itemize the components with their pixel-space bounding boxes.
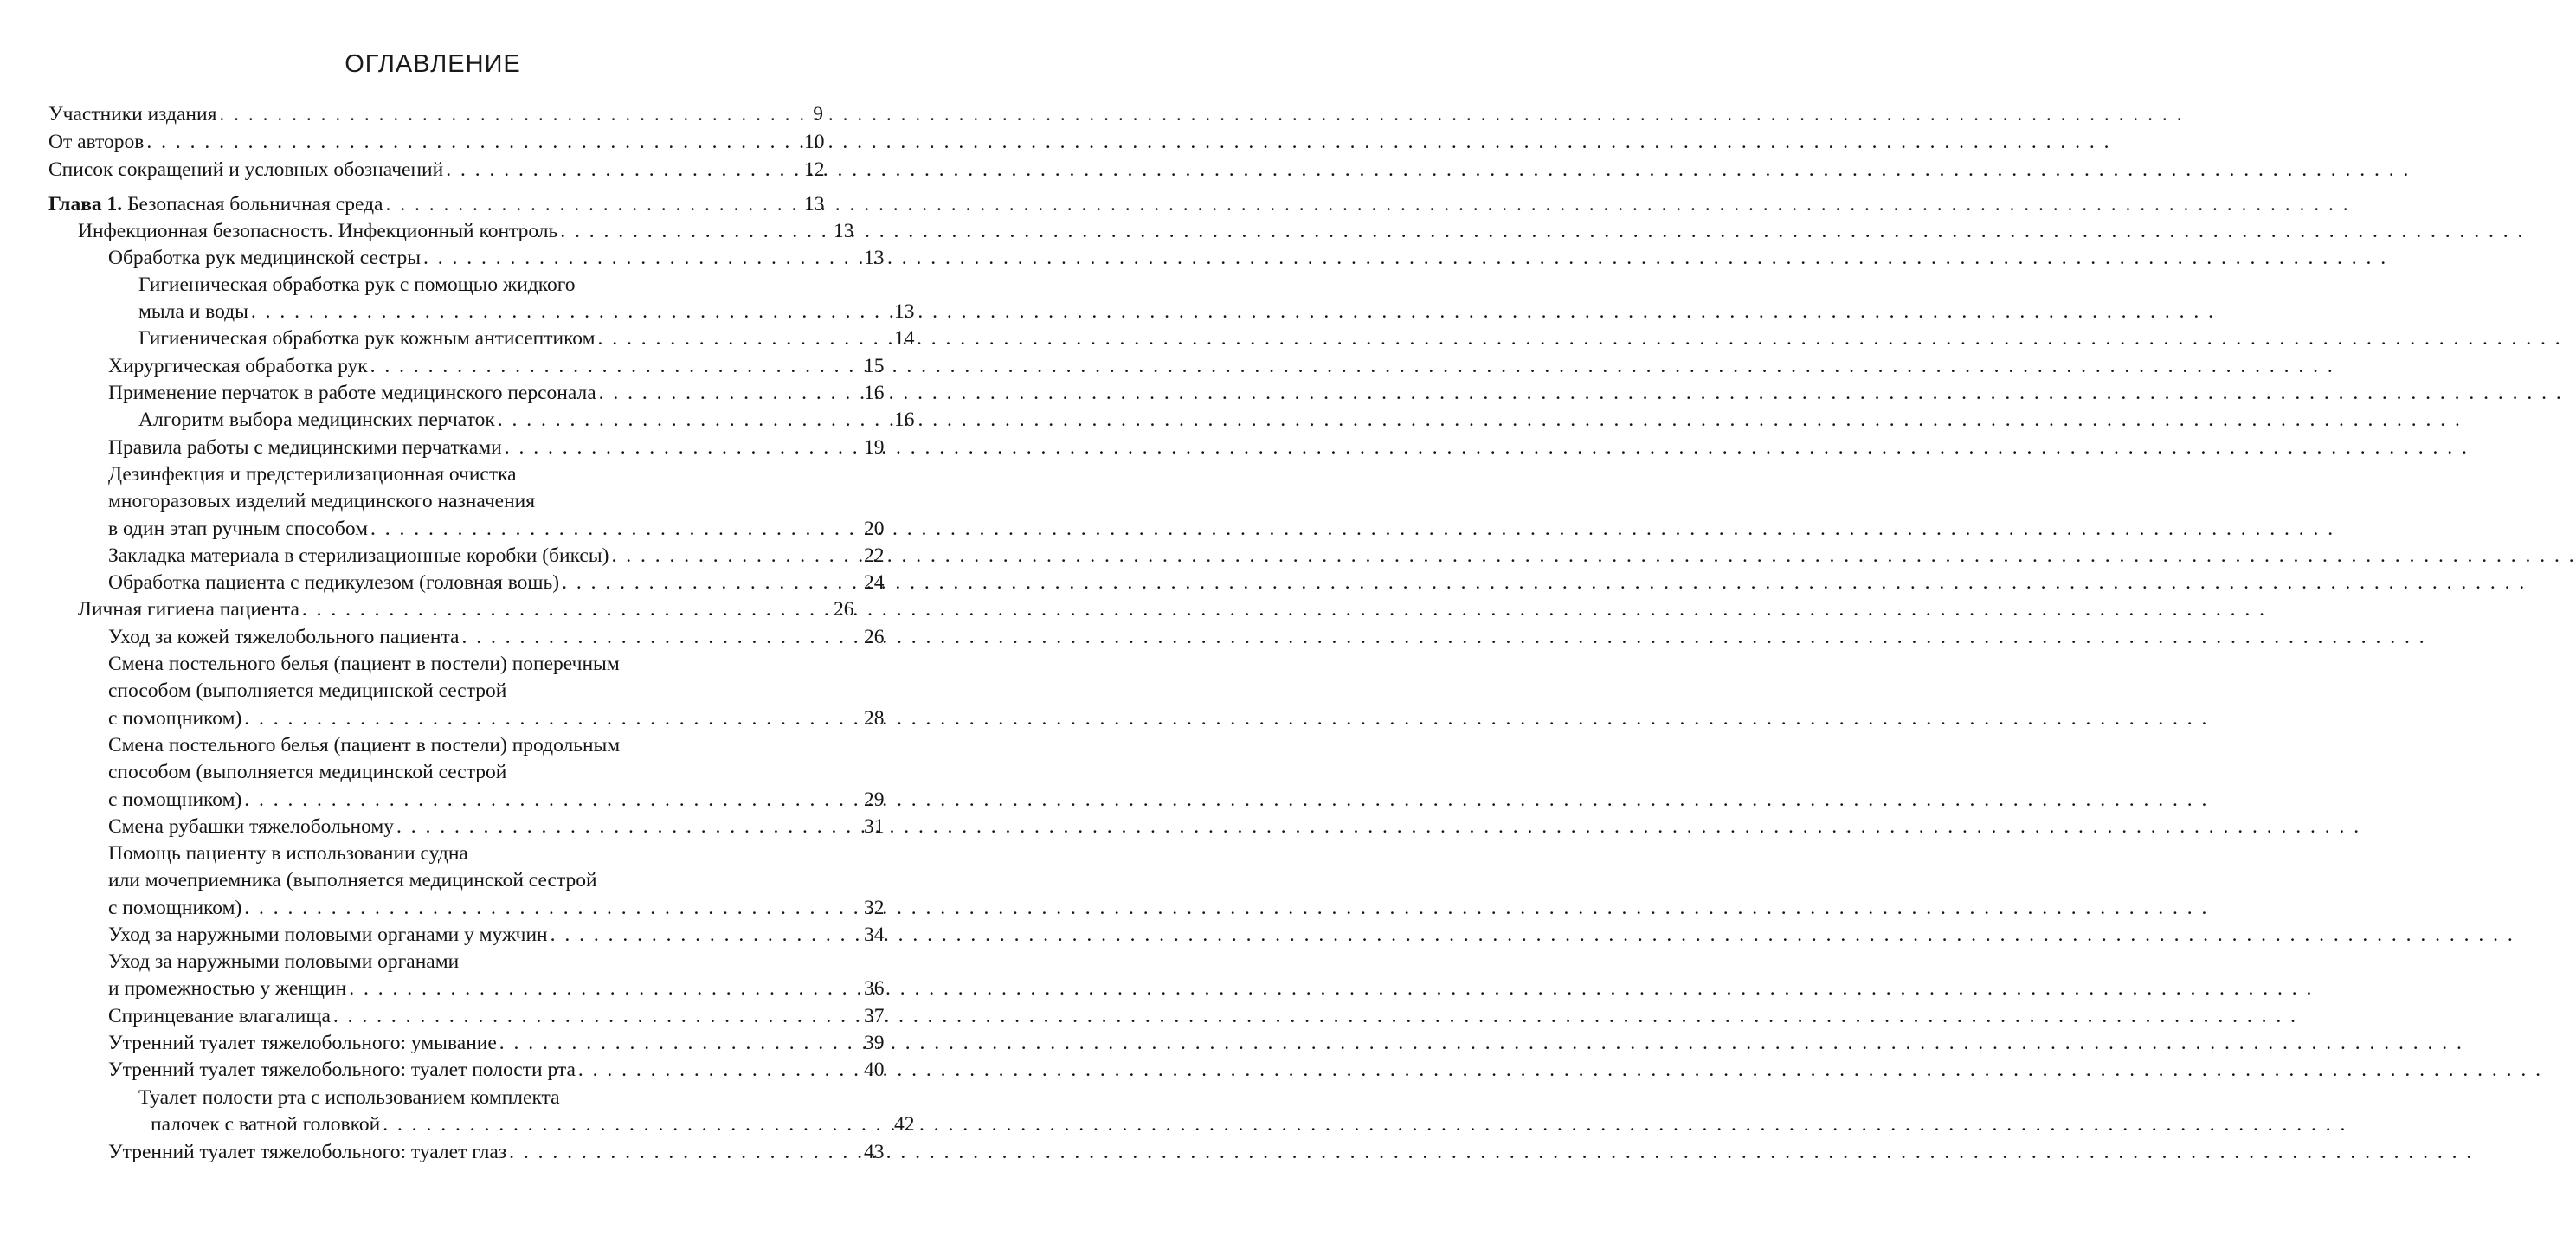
toc-entry-text: с помощником) — [108, 706, 242, 730]
toc-entry-text: Применение перчаток в работе медицинского персонала — [108, 382, 596, 404]
toc-entry[interactable] — [0, 1030, 883, 1057]
dot-leader — [461, 624, 861, 651]
toc-entry-text: Утренний туалет тяжелобольного: туалет глаз — [108, 1141, 507, 1163]
dot-leader — [599, 380, 861, 407]
toc-entry-text: Туалет полости рта с использованием комплекта — [138, 1086, 560, 1109]
toc-entry-text: От авторов — [48, 131, 145, 153]
dot-leader — [578, 1057, 861, 1084]
toc-page-number: 40 — [864, 1059, 885, 1081]
toc-entry-text: Участники издания — [48, 103, 217, 126]
dot-leader — [551, 922, 861, 949]
dot-leader — [370, 516, 861, 543]
dot-leader — [505, 435, 861, 461]
toc-entry[interactable] — [0, 732, 883, 814]
toc-page-number: 14 — [894, 327, 915, 350]
dot-leader — [370, 353, 861, 380]
toc-entry-text: Помощь пациенту в использовании судна — [108, 842, 468, 865]
toc-page-number: 13 — [864, 247, 885, 269]
toc-page-number: 28 — [864, 706, 885, 730]
toc-entry[interactable] — [0, 407, 913, 434]
toc-page-number: 42 — [894, 1113, 915, 1136]
toc-entry-text: или мочеприемника (выполняется медицинской сестрой — [108, 869, 597, 892]
dot-leader — [499, 1030, 861, 1057]
toc-page-number: 26 — [834, 598, 854, 621]
toc-entry[interactable] — [0, 543, 883, 570]
toc-entry[interactable] — [0, 461, 883, 543]
toc-entry-text: палочек с ватной головкой — [151, 1113, 381, 1136]
toc-page-number: 39 — [864, 1032, 885, 1054]
toc-entry-text: Уход за наружными половыми органами у мужчин — [108, 924, 548, 946]
toc-entry-abbreviations[interactable] — [0, 157, 823, 183]
toc-entry[interactable] — [0, 272, 913, 326]
dot-leader — [611, 543, 861, 570]
toc-entry[interactable] — [0, 380, 883, 407]
toc-entry[interactable] — [0, 570, 883, 596]
toc-page-number: 36 — [864, 977, 885, 1001]
dot-leader — [597, 325, 892, 352]
toc-entry-text: Дезинфекция и предстерилизационная очистка — [108, 463, 517, 486]
dot-leader — [146, 129, 802, 156]
toc-entry[interactable] — [0, 1057, 883, 1084]
toc-entry-text: Список сокращений и условных обозначений — [48, 158, 444, 181]
toc-entry[interactable] — [0, 922, 883, 949]
toc-entry[interactable] — [0, 1139, 883, 1166]
toc-page-number: 13 — [894, 300, 915, 324]
dot-leader — [333, 1003, 861, 1030]
toc-chapter-1[interactable] — [0, 191, 823, 218]
toc-entry[interactable] — [0, 624, 883, 651]
toc-page-number: 10 — [804, 131, 825, 153]
toc-entry-text: с помощником) — [108, 896, 242, 919]
toc-page-number: 31 — [864, 815, 885, 838]
toc-page-number: 32 — [864, 896, 885, 919]
toc-page-number: 43 — [864, 1141, 885, 1163]
toc-entry[interactable] — [0, 651, 883, 732]
toc-entry-text: Спринцевание влагалища — [108, 1005, 331, 1027]
toc-entry-from-authors[interactable] — [0, 129, 823, 156]
toc-page-number: 19 — [864, 436, 885, 459]
toc-entry-text: способом (выполняется медицинской сестрой — [108, 761, 507, 784]
toc-entry-text: мыла и воды — [138, 300, 248, 324]
toc-entry-text: Гигиеническая обработка рук кожным антисептиком — [138, 327, 596, 350]
dot-leader — [386, 191, 802, 218]
chapter-title: Безопасная больничная среда — [127, 193, 383, 216]
toc-page-number: 34 — [864, 924, 885, 946]
toc-entry-text: Личная гигиена пациента — [78, 598, 299, 621]
dot-leader — [251, 299, 892, 325]
toc-entry-text: и промежностью у женщин — [108, 977, 347, 1001]
toc-entry-text: с помощником) — [108, 788, 242, 811]
dot-leader — [349, 975, 861, 1002]
dot-leader — [562, 570, 861, 596]
toc-entry[interactable] — [0, 435, 883, 461]
toc-page-number: 9 — [813, 103, 823, 126]
dot-leader — [446, 157, 802, 183]
toc-entry-text: Закладка материала в стерилизационные коробки (биксы) — [108, 544, 609, 567]
toc-page-number: 16 — [864, 382, 885, 404]
toc-entry-text: Обработка рук медицинской сестры — [108, 247, 421, 269]
dot-leader — [302, 596, 831, 623]
toc-entry-text: многоразовых изделий медицинского назначения — [108, 490, 536, 513]
toc-entry-text: Уход за наружными половыми органами — [108, 950, 460, 973]
toc-page — [0, 0, 915, 1236]
toc-page-number: 29 — [864, 788, 885, 811]
toc-page-number: 37 — [864, 1005, 885, 1027]
toc-entry[interactable] — [0, 1003, 883, 1030]
toc-entry[interactable] — [0, 245, 883, 272]
toc-entry-text: Утренний туалет тяжелобольного: умывание — [108, 1032, 497, 1054]
toc-entry[interactable] — [0, 325, 913, 352]
toc-entry[interactable] — [0, 218, 853, 245]
toc-entry[interactable] — [0, 840, 883, 922]
toc-page-number: 13 — [804, 193, 825, 216]
toc-entry-text: Обработка пациента с педикулезом (головная вошь) — [108, 571, 560, 594]
toc-page-number: 22 — [864, 544, 885, 567]
toc-entry-text: Смена постельного белья (пациент в постели) поперечным — [108, 653, 620, 675]
toc-page-number: 16 — [894, 409, 915, 431]
toc-entry-text: Смена постельного белья (пациент в постели) продольным — [108, 734, 621, 756]
toc-entry[interactable] — [0, 814, 883, 840]
dot-leader — [498, 407, 892, 434]
toc-entry[interactable] — [0, 596, 853, 623]
chapter-label: Глава 1. — [48, 193, 123, 216]
toc-entry-text: Уход за кожей тяжелобольного пациента — [108, 626, 460, 648]
dot-leader — [244, 895, 861, 922]
page-title: ОГЛАВЛЕНИЕ — [345, 50, 521, 78]
dot-leader — [383, 1111, 892, 1138]
toc-page-number: 13 — [834, 220, 854, 242]
dot-leader — [423, 245, 861, 272]
toc-page-number: 12 — [804, 158, 825, 181]
toc-page-number: 26 — [864, 626, 885, 648]
toc-entry-text: Инфекционная безопасность. Инфекционный контроль — [78, 220, 558, 242]
dot-leader — [396, 814, 861, 840]
toc-entry-text: в один этап ручным способом — [108, 517, 369, 540]
toc-entry-text: способом (выполняется медицинской сестрой — [108, 679, 507, 703]
toc-entry-text: Смена рубашки тяжелобольному — [108, 815, 395, 838]
toc-entry[interactable] — [0, 1085, 913, 1139]
toc-entry-text: Правила работы с медицинскими перчатками — [108, 436, 502, 459]
toc-page-number: 24 — [864, 571, 885, 594]
toc-entry[interactable] — [0, 353, 883, 380]
dot-leader — [219, 101, 802, 128]
dot-leader — [509, 1139, 861, 1166]
toc-entry-text: Утренний туалет тяжелобольного: туалет полости рта — [108, 1059, 576, 1081]
toc-page-number: 15 — [864, 355, 885, 377]
toc-page-number: 20 — [864, 517, 885, 540]
toc-entry[interactable] — [0, 949, 883, 1003]
dot-leader — [244, 787, 861, 814]
toc-entry-text: Хирургическая обработка рук — [108, 355, 368, 377]
dot-leader — [560, 218, 831, 245]
toc-entry-contributors[interactable] — [0, 101, 823, 128]
dot-leader — [244, 705, 861, 732]
toc-entry-text: Гигиеническая обработка рук с помощью жидкого — [138, 274, 576, 296]
toc-entry-text: Алгоритм выбора медицинских перчаток — [138, 409, 495, 431]
